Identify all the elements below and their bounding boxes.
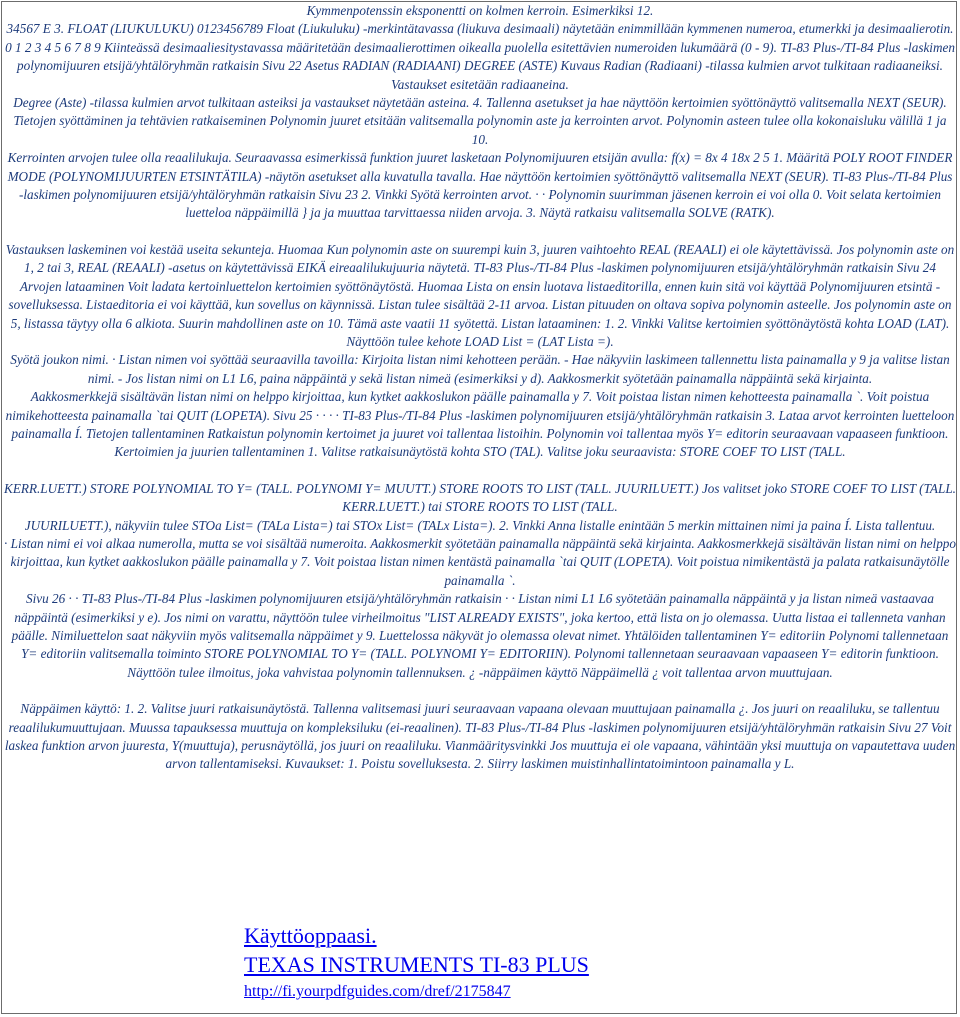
product-link[interactable]: TEXAS INSTRUMENTS TI-83 PLUS bbox=[244, 952, 589, 977]
paragraph-6: Syötä joukon nimi. · Listan nimen voi syöttää seuraavilla tavoilla: Kirjoita listan nimi kehotteen perään. - Hae näkyviin laskimeen tallennettu lista painamalla y 9 ja valitse listan nimi. - Jos listan nimi on L1 L6, paina näppäintä y sekä listan nimeä (esimerkiksi y d). Aakkosmerkit syötetään painamalla näppäintä sekä kirjainta. bbox=[10, 352, 950, 386]
document-body bbox=[4, 2, 956, 774]
paragraph-7: Aakkosmerkkejä sisältävän listan nimi on helppo kirjoittaa, kun kytket aakkoslukon päälle painamalla y 7. Voit poistaa listan nimen kehotteesta painamalla `. Voit poistua nimikehotteesta painamalla `tai QUIT (LOPETA). Sivu 25 · · · · TI-83 Plus-/TI-84 Plus -laskimen polynomijuuren etsijä/yhtälöryhmän ratkaisin 3. Lataa arvot kerrointen luetteloon painamalla Í. Tietojen tallentaminen Ratkaistun polynomin kertoimet ja juuret voi tallentaa listoihin. Polynomin voi tallentaa myös Y= editorin seuraavaan vapaaseen funktioon. Kertoimien ja juurien tallentaminen 1. Valitse ratkaisunäytöstä kohta STO (TAL). Valitse joku seuraavista: STORE COEF TO LIST (TALL. bbox=[5, 389, 955, 460]
paragraph-8: KERR.LUETT.) STORE POLYNOMIAL TO Y= (TALL. POLYNOMI Y= MUUTT.) STORE ROOTS TO LIST (TALL. JUURILUETT.) Jos valitset joko STORE COEF TO LIST (TALL. KERR.LUETT.) tai STORE ROOTS TO LIST (TALL. bbox=[4, 480, 956, 515]
paragraph-gap bbox=[4, 462, 956, 480]
url-link[interactable]: http://fi.yourpdfguides.com/dref/2175847 bbox=[244, 983, 511, 1000]
paragraph-5: Vastauksen laskeminen voi kestää useita sekunteja. Huomaa Kun polynomin aste on suurempi kuin 3, juuren vaihtoehto REAL (REAALI) ei ole käytettävissä. Jos polynomin aste on 1, 2 tai 3, REAL (REAALI) -asetus on käytettävissä EIKÄ eireaalilukujuuria näytetä. TI-83 Plus-/TI-84 Plus -laskimen polynomijuuren etsijä/yhtälöryhmän ratkaisin Sivu 24 Arvojen lataaminen Voit ladata kertoinluettelon kertoimien syöttönäytöstä. Huomaa Lista on ensin luotava listaeditorilla, ennen kuin sitä voi käyttää Polynomijuuren etsintä -sovelluksessa. Listaeditoria ei voi käyttää, kun sovellus on käynnissä. Listan tulee sisältää 2-11 arvoa. Listan pituuden on oltava sopiva polynomin asteelle. Jos polynomin aste on 5, listassa täytyy olla 6 alkiota. Suurin mahdollinen aste on 10. Tämä aste vaatii 11 syötettä. Listan lataaminen: 1. 2. Vinkki Valitse kertoimien syöttönäytöstä kohta LOAD (LAT). Näyttöön tulee kehote LOAD List = (LAT Lista =). bbox=[5, 241, 955, 349]
paragraph-12: Näppäimen käyttö: 1. 2. Valitse juuri ratkaisunäytöstä. Tallenna valitsemasi juuri seuraavaan vapaana olevaan muuttujaan painamalla ¿. Jos juuri on reaaliluku, se tallentuu reaalilukumuuttujaan. Muussa tapauksessa muuttuja on kompleksiluku (ei-reaalinen). TI-83 Plus-/TI-84 Plus -laskimen polynomijuuren etsijä/yhtälöryhmän ratkaisin Sivu 27 Voit laskea funktion arvon juuresta, Y(muuttuja), perusnäytöllä, jos juuri on reaaliluku. Vianmääritysvinkki Jos muuttuja ei ole vapaana, vähintään yksi muuttuja on vapautettava uuden arvon tallentamiseksi. Kuvaukset: 1. Poistu sovelluksesta. 2. Siirry laskimen muistinhallintatoimintoon painamalla y L. bbox=[4, 701, 956, 772]
paragraph-3: Degree (Aste) -tilassa kulmien arvot tulkitaan asteiksi ja vastaukset näytetään asteina. 4. Tallenna asetukset ja hae näyttöön kertoimien syöttönäyttö valitsemalla NEXT (SEUR). Tietojen syöttäminen ja tehtävien ratkaiseminen Polynomin juuret etsitään valitsemalla polynomin aste ja kerrointen arvot. Polynomin asteen tulee olla kokonaisluku välillä 1 ja 10. bbox=[13, 95, 947, 147]
paragraph-10: · Listan nimi ei voi alkaa numerolla, mutta se voi sisältää numeroita. Aakkosmerkit syötetään painamalla näppäintä sekä kirjainta. Aakkosmerkkejä sisältävän listan nimi on helppo kirjoittaa, kun kytket aakkoslukon päälle painamalla y 7. Voit poistaa listan nimen kentästä painamalla `tai QUIT (LOPETA). Voit poistua nimikentästä ja palata ratkaisunäytölle painamalla `. bbox=[4, 535, 956, 588]
paragraph-1: Kymmenpotenssin eksponentti on kolmen kerroin. Esimerkiksi 12. bbox=[306, 3, 654, 18]
paragraph-9: JUURILUETT.), näkyviin tulee STOa List= (TALa Lista=) tai STOx List= (TALx Lista=). 2. Vinkki Anna listalle enintään 5 merkin mittainen nimi ja paina Í. Lista tallentuu. bbox=[24, 517, 936, 533]
paragraph-gap bbox=[4, 223, 956, 241]
link-block bbox=[244, 922, 804, 1004]
paragraph-4: Kerrointen arvojen tulee olla reaalilukuja. Seuraavassa esimerkissä funktion juuret lasketaan Polynomijuuren etsijän avulla: f(x) = 8x 4 18x 2 5 1. Määritä POLY ROOT FINDER MODE (POLYNOMIJUURTEN ETSINTÄTILA) -näytön asetukset alla kuvatulla tavalla. Hae näyttöön kertoimien syöttönäyttö valitsemalla NEXT (SEUR). TI-83 Plus-/TI-84 Plus -laskimen polynomijuuren etsijä/yhtälöryhmän ratkaisin Sivu 23 2. Vinkki Syötä kerrointen arvot. · · Polynomin suurimman jäsenen kerroin ei voi olla 0. Voit selata kertoimien luetteloa näppäimillä } ja ja muuttaa tarvittaessa niiden arvoja. 3. Näytä ratkaisu valitsemalla SOLVE (RATK). bbox=[7, 150, 953, 221]
paragraph-gap bbox=[4, 682, 956, 700]
manual-link[interactable]: Käyttöoppaasi. bbox=[244, 923, 377, 948]
paragraph-2: 34567 E 3. FLOAT (LIUKULUKU) 0123456789 Float (Liukuluku) -merkintätavassa (liukuva desimaali) näytetään enimmillään kymmenen numeroa, etumerkki ja desimaalierotin. 0 1 2 3 4 5 6 7 8 9 Kiinteässä desimaaliesitystavassa määritetään desimaalierottimen oikealla puolella esitettävien numeroiden lukumäärä (0 - 9). TI-83 Plus-/TI-84 Plus -laskimen polynomijuuren etsijä/yhtälöryhmän ratkaisin Sivu 22 Asetus RADIAN (RADIAANI) DEGREE (ASTE) Kuvaus Radian (Radiaani) -tilassa kulmien arvot tulkitaan radiaaneiksi. Vastaukset esitetään radiaaneina. bbox=[5, 21, 955, 92]
paragraph-11: Sivu 26 · · TI-83 Plus-/TI-84 Plus -laskimen polynomijuuren etsijä/yhtälöryhmän ratkaisin · · Listan nimi L1 L6 syötetään painamalla näppäintä y ja listan nimeä vastaavaa näppäintä (esimerkiksi y e). Jos nimi on varattu, näyttöön tulee virheilmoitus "LIST ALREADY EXISTS", joka kertoo, että lista on jo olemassa. Uutta listaa ei tallenneta vanhan päälle. Nimiluettelon saat näkyviin myös valitsemalla näppäimet y 9. Luettelossa näkyvät jo olemassa olevat nimet. Yhtälöiden tallentaminen Y= editoriin Polynomi tallennetaan Y= editoriin valitsemalla toiminto STORE POLYNOMIAL TO Y= (TALL. POLYNOMI Y= EDITORIIN). Polynomi tallennetaan seuraavaan vapaaseen Y= editorin funktioon. Näyttöön tulee ilmoitus, joka vahvistaa polynomin tallennuksen. ¿ -näppäimen käyttö Näppäimellä ¿ voit tallentaa arvon muuttujaan. bbox=[11, 591, 949, 680]
